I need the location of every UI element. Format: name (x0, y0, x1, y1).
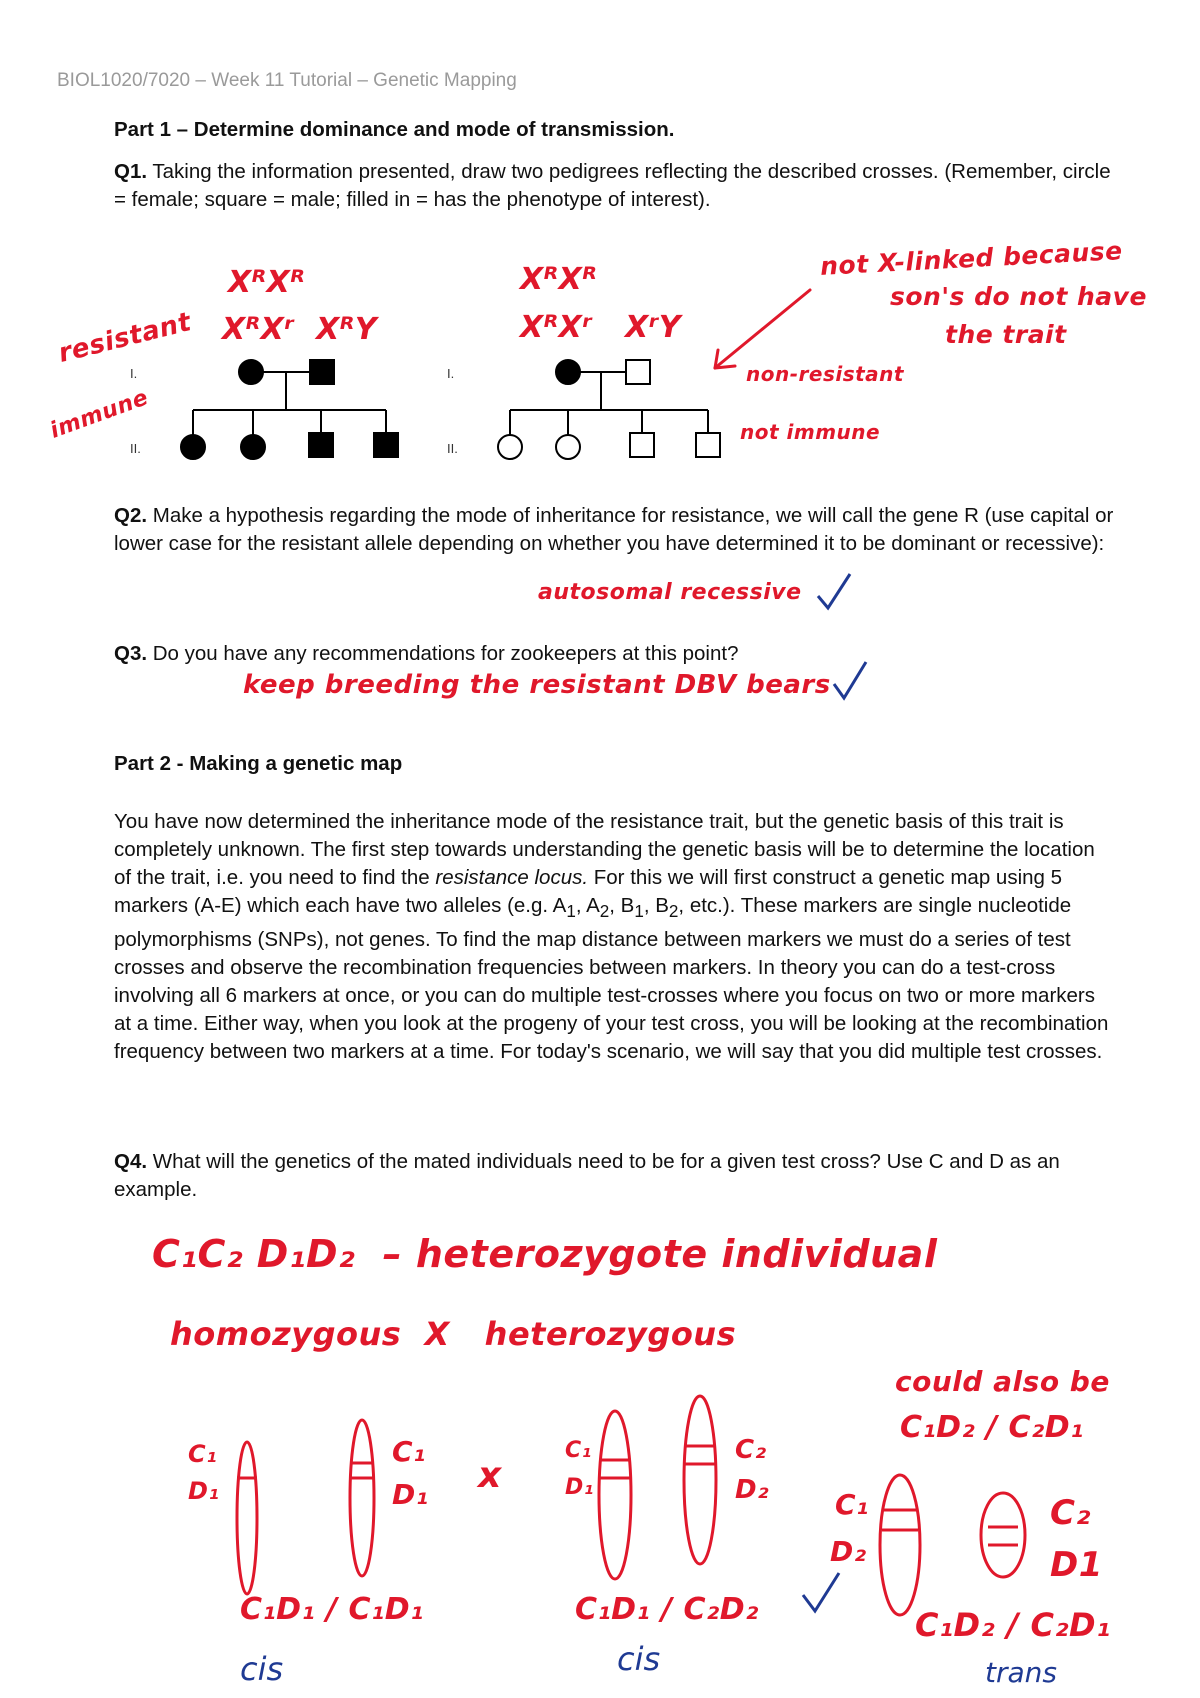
chromosome-2 (350, 1420, 374, 1576)
check-icon (803, 1573, 839, 1611)
ped2-gen2-male-2 (696, 433, 720, 457)
hw-genotype-1: C₁D₁ / C₁D₁ (240, 1592, 424, 1627)
ped2-gen1-male (626, 360, 650, 384)
q3-paragraph (114, 640, 1114, 668)
hw-chrom3-bottom: D₁ (565, 1475, 594, 1500)
page-header: BIOL1020/7020 – Week 11 Tutorial – Genetic Mapping (57, 70, 517, 91)
ped1-gen1-female (239, 360, 263, 384)
q4-text: What will the genetics of the mated individuals need to be for a given test cross? Use C and D as an example. (114, 1150, 1060, 1201)
hw-genotype-2: C₁D₁ / C₂D₂ (575, 1592, 759, 1627)
pedigree-2 (498, 360, 720, 459)
ped1-gen2-male-2 (374, 433, 398, 457)
ped1-gen-II-label: II. (130, 441, 141, 456)
hw-not-immune: not immune (740, 420, 881, 444)
q2-text: Make a hypothesis regarding the mode of inheritance for resistance, we will call the gene R (use capital or lower case for the resistant allele depending on whether you have determined it to be dominant or recessive): (114, 504, 1114, 555)
hw-q2-answer: autosomal recessive (538, 580, 802, 605)
q4-paragraph (114, 1148, 1114, 1204)
hw-chrom2-top: C₁ (392, 1435, 426, 1468)
hw-chrom4-bottom: D₂ (735, 1475, 769, 1505)
pedigree-1 (181, 360, 398, 459)
hw-could-also-2: C₁D₂ / C₂D₁ (900, 1410, 1084, 1445)
q2-label: Q2. (114, 504, 148, 527)
hw-chrom6-bottom: D1 (1050, 1545, 1103, 1585)
chromosome-3 (599, 1411, 631, 1579)
chromosome-1 (237, 1442, 257, 1594)
hw-non-resistant: non-resistant (746, 362, 904, 386)
ped2-gen1-female (556, 360, 580, 384)
part2-heading: Part 2 - Making a genetic map (114, 752, 403, 775)
chromosome-6 (981, 1493, 1025, 1577)
hw-ped1-genotype-top: XᴿXᴿ (228, 265, 306, 300)
hw-note-xlinked-1: not X-linked because (819, 236, 1124, 281)
chromosome-5 (880, 1475, 920, 1615)
hw-chrom5-bottom: D₂ (830, 1535, 867, 1568)
resistance-locus-term: resistance locus. (435, 866, 589, 889)
q1-label: Q1. (114, 160, 148, 183)
q4-label: Q4. (114, 1150, 148, 1173)
hw-chrom3-top: C₁ (565, 1438, 592, 1463)
hw-immune: immune (46, 385, 152, 444)
part2-paragraph: You have now determined the inheritance mode of the resistance trait, but the genetic basis of this trait is completely unknown. The first step towards understanding the genetic basis will be to determine the location of the trait, i.e. you need to find the resistance locus. For this we will first construct a genetic map using 5 markers (A-E) which each have two alleles (e.g. $A_1$, $A_2$, $B_1$, $B_2$, etc.). These markers are single nucleotide polymorphisms (SNPs), not genes. To find the map distance between markers we must do a series of test crosses and observe the recombination frequencies between markers. In theory you can do a test-cross involving all 6 markers at once, or you can do multiple test-crosses where you focus on two or more markers at a time. Either way, when you look at the progeny of your test cross, you will be looking at the recombination frequency between two markers at a time. For today's scenario, we will say that you did multiple test crosses. (114, 810, 1109, 1064)
hw-q3-answer: keep breeding the resistant DBV bears (243, 670, 831, 700)
ped1-gen2-male-1 (309, 433, 333, 457)
chromosome-4 (684, 1396, 716, 1564)
hw-q4-line1: C₁C₂ D₁D₂ – heterozygote individual (152, 1232, 938, 1276)
hw-ped2-genotypes: XᴿXʳ XʳY (520, 310, 681, 345)
ped2-gen-I-label: I. (447, 366, 455, 381)
ped2-gen2-female-2 (556, 435, 580, 459)
hw-cis-1: cis (240, 1650, 284, 1688)
arrow-icon (715, 290, 810, 368)
ped1-gen1-male (310, 360, 334, 384)
part1-heading: Part 1 – Determine dominance and mode of transmission. (114, 118, 675, 141)
hw-cross-x: x (478, 1455, 502, 1496)
hw-ped2-genotype-top: XᴿXᴿ (520, 262, 598, 297)
hw-genotype-3: C₁D₂ / C₂D₁ (915, 1606, 1111, 1644)
ped2-gen2-female-1 (498, 435, 522, 459)
hw-chrom1-top: C₁ (188, 1440, 218, 1468)
hw-chrom4-top: C₂ (735, 1435, 767, 1465)
hw-cis-2: cis (617, 1640, 661, 1678)
ped2-gen-II-label: II. (447, 441, 458, 456)
check-icon (818, 574, 850, 608)
q3-text: Do you have any recommendations for zookeepers at this point? (147, 642, 739, 665)
hw-chrom1-bottom: D₁ (188, 1477, 220, 1505)
q1-text: Taking the information presented, draw two pedigrees reflecting the described crosses. (Remember, circle = female; square = male; filled in = has the phenotype of interest). (114, 160, 1111, 211)
hw-note-xlinked-2: son's do not have (890, 282, 1147, 311)
hw-chrom6-top: C₂ (1050, 1493, 1091, 1533)
ped1-gen2-female-1 (181, 435, 205, 459)
hw-chrom5-top: C₁ (835, 1488, 869, 1521)
ped2-gen2-male-1 (630, 433, 654, 457)
hw-trans: trans (985, 1656, 1057, 1689)
hw-ped1-genotypes: XᴿXʳ XᴿY (222, 312, 378, 347)
hw-could-also-1: could also be (895, 1365, 1110, 1398)
ped1-gen-I-label: I. (130, 366, 138, 381)
q3-label: Q3. (114, 642, 148, 665)
hw-resistant: resistant (55, 307, 195, 369)
q2-paragraph (114, 502, 1114, 558)
hw-note-xlinked-3: the trait (945, 320, 1067, 349)
hw-q4-line2: homozygous X heterozygous (170, 1315, 737, 1353)
ped1-gen2-female-2 (241, 435, 265, 459)
hw-chrom2-bottom: D₁ (392, 1478, 429, 1511)
